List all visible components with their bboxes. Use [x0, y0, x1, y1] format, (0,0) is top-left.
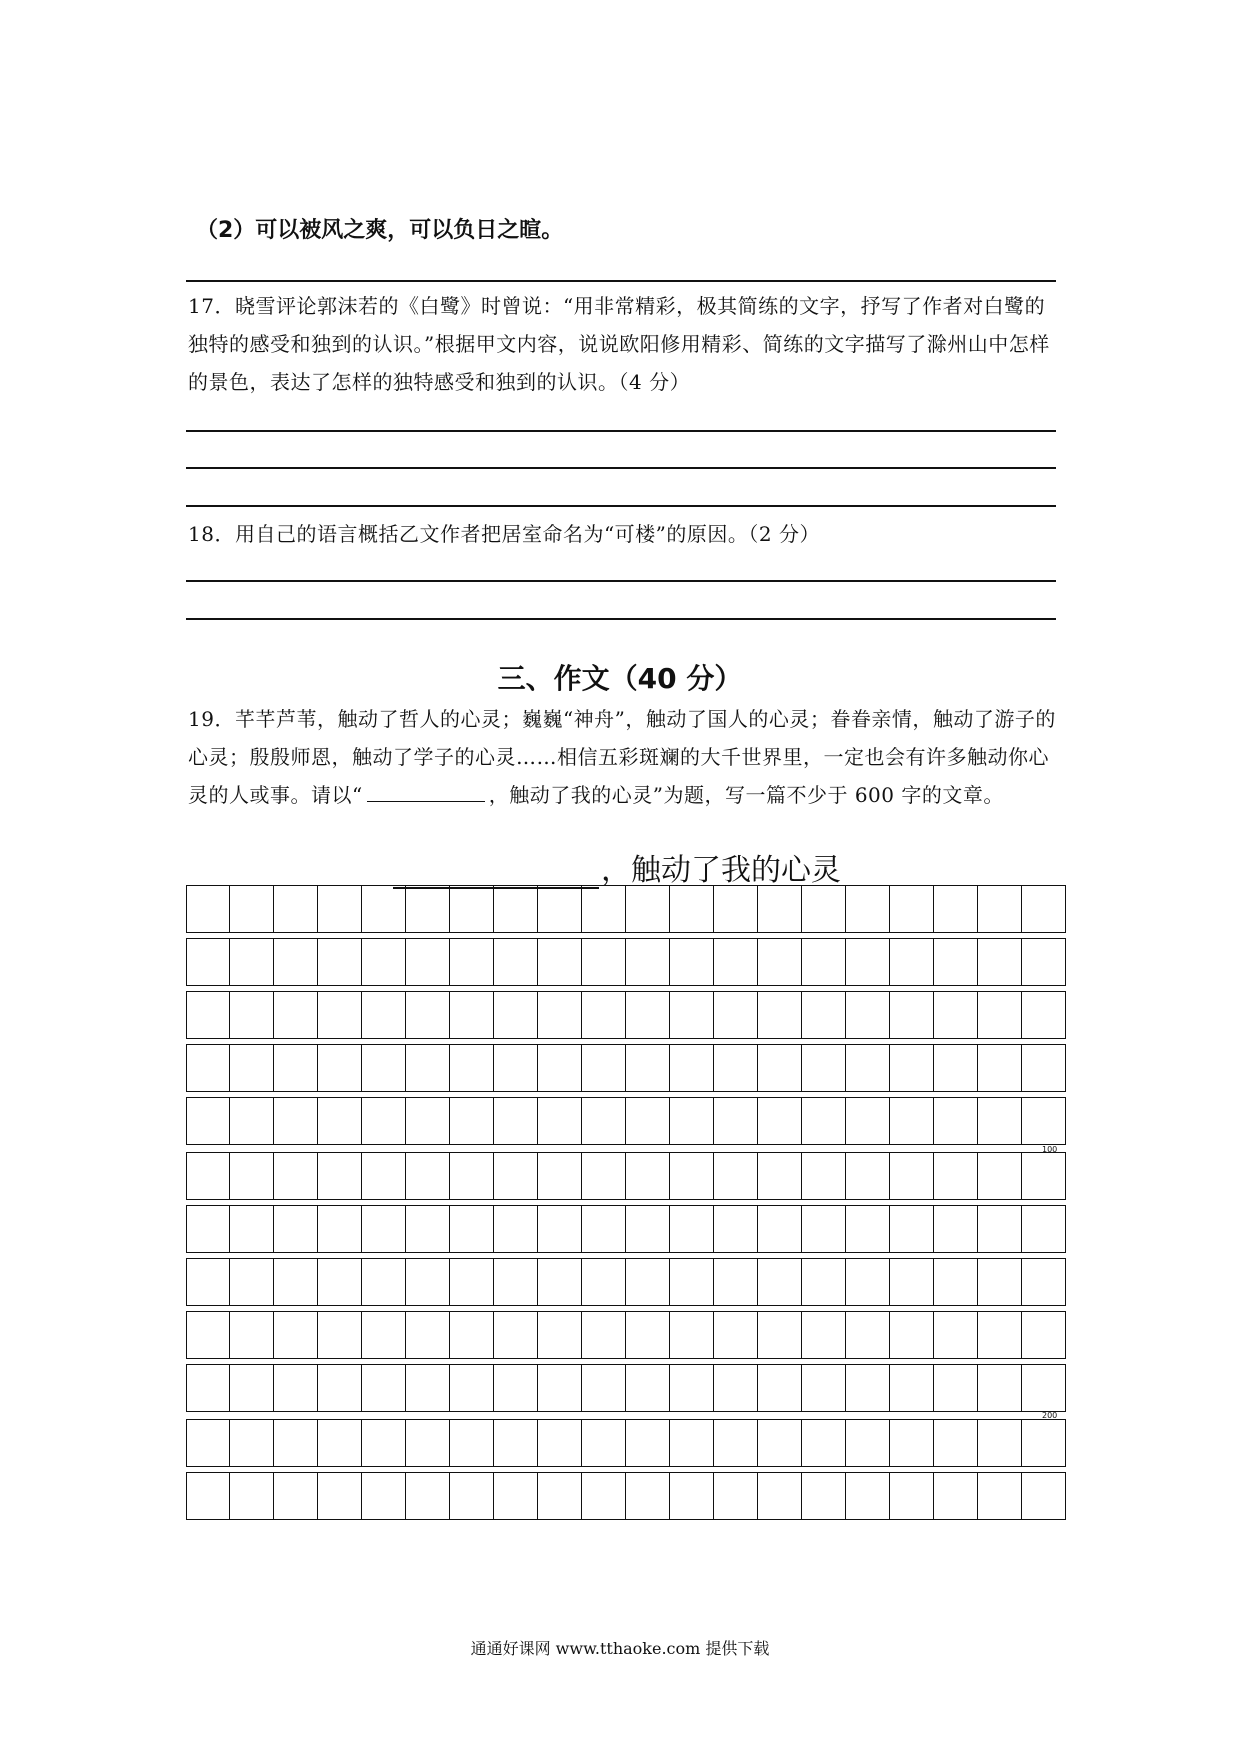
grid-cell[interactable] — [318, 1152, 362, 1200]
grid-cell[interactable] — [406, 1472, 450, 1520]
grid-cell[interactable] — [582, 1258, 626, 1306]
grid-cell[interactable] — [714, 1097, 758, 1145]
grid-cell[interactable] — [714, 938, 758, 986]
grid-cell[interactable] — [846, 1205, 890, 1253]
grid-cell[interactable] — [978, 1364, 1022, 1412]
grid-cell[interactable] — [274, 991, 318, 1039]
grid-cell[interactable] — [890, 885, 934, 933]
grid-cell[interactable] — [538, 1472, 582, 1520]
grid-cell[interactable] — [186, 1258, 230, 1306]
grid-cell[interactable] — [318, 1205, 362, 1253]
grid-cell[interactable] — [846, 1472, 890, 1520]
grid-cell[interactable] — [714, 1364, 758, 1412]
question-19-text-2: ，触动了我的心灵”为题，写一篇不少于 600 字的文章。 — [488, 783, 1004, 807]
grid-cell[interactable] — [1022, 991, 1066, 1039]
grid-cell[interactable] — [186, 1472, 230, 1520]
grid-cell[interactable] — [450, 1044, 494, 1092]
grid-cell[interactable] — [626, 991, 670, 1039]
grid-cell[interactable] — [406, 1258, 450, 1306]
grid-cell[interactable] — [626, 1044, 670, 1092]
title-blank[interactable] — [367, 779, 485, 802]
grid-cell[interactable] — [538, 1419, 582, 1467]
grid-cell[interactable] — [846, 1419, 890, 1467]
grid-cell[interactable] — [450, 1472, 494, 1520]
grid-cell[interactable] — [186, 1152, 230, 1200]
grid-cell[interactable] — [582, 1472, 626, 1520]
grid-cell[interactable] — [230, 1097, 274, 1145]
grid-cell[interactable] — [406, 885, 450, 933]
grid-cell[interactable] — [802, 1311, 846, 1359]
grid-cell[interactable] — [406, 938, 450, 986]
grid-cell[interactable] — [538, 1044, 582, 1092]
grid-cell[interactable] — [582, 1419, 626, 1467]
grid-cell[interactable] — [846, 1364, 890, 1412]
grid-cell[interactable] — [890, 991, 934, 1039]
grid-cell[interactable] — [758, 1472, 802, 1520]
grid-cell[interactable] — [274, 1152, 318, 1200]
grid-cell[interactable] — [186, 885, 230, 933]
grid-cell[interactable] — [230, 1419, 274, 1467]
grid-cell[interactable] — [406, 1044, 450, 1092]
grid-cell[interactable] — [890, 1258, 934, 1306]
grid-cell[interactable] — [538, 1364, 582, 1412]
grid-cell[interactable] — [802, 1258, 846, 1306]
grid-cell[interactable] — [714, 885, 758, 933]
question-19 — [188, 700, 1058, 814]
grid-cell[interactable] — [538, 938, 582, 986]
grid-cell[interactable] — [362, 938, 406, 986]
grid-cell[interactable] — [538, 1205, 582, 1253]
grid-cell[interactable] — [714, 1311, 758, 1359]
grid-cell[interactable] — [230, 1258, 274, 1306]
grid-cell[interactable] — [670, 938, 714, 986]
grid-cell[interactable] — [494, 1472, 538, 1520]
grid-cell[interactable] — [406, 1419, 450, 1467]
grid-cell[interactable] — [406, 1205, 450, 1253]
grid-row — [186, 885, 1066, 933]
grid-cell[interactable] — [670, 1152, 714, 1200]
grid-cell[interactable] — [978, 1044, 1022, 1092]
grid-cell[interactable] — [582, 1311, 626, 1359]
grid-cell[interactable] — [186, 1311, 230, 1359]
grid-cell[interactable] — [1022, 1364, 1066, 1412]
answer-line[interactable] — [186, 618, 1056, 620]
grid-cell[interactable] — [318, 1044, 362, 1092]
grid-cell[interactable] — [186, 1044, 230, 1092]
grid-cell[interactable] — [890, 1419, 934, 1467]
grid-cell[interactable] — [582, 885, 626, 933]
grid-count-mark: 200 — [1042, 1411, 1058, 1420]
answer-line[interactable] — [186, 280, 1056, 282]
grid-cell[interactable] — [758, 1258, 802, 1306]
essay-title-suffix: ，触动了我的心灵 — [601, 853, 841, 888]
grid-cell[interactable] — [362, 1258, 406, 1306]
grid-cell[interactable] — [670, 1419, 714, 1467]
answer-line[interactable] — [186, 580, 1056, 582]
grid-cell[interactable] — [494, 1152, 538, 1200]
grid-cell[interactable] — [494, 1311, 538, 1359]
grid-cell[interactable] — [1022, 1258, 1066, 1306]
grid-cell[interactable] — [1022, 885, 1066, 933]
grid-cell[interactable] — [494, 1258, 538, 1306]
grid-cell[interactable] — [230, 938, 274, 986]
grid-cell[interactable] — [318, 991, 362, 1039]
grid-cell[interactable] — [802, 991, 846, 1039]
grid-cell[interactable] — [626, 1152, 670, 1200]
grid-cell[interactable] — [670, 1311, 714, 1359]
grid-cell[interactable] — [362, 1205, 406, 1253]
grid-cell[interactable] — [890, 1472, 934, 1520]
grid-cell[interactable] — [670, 1097, 714, 1145]
grid-cell[interactable] — [582, 1205, 626, 1253]
question-19-text-1: 19．芊芊芦苇，触动了哲人的心灵；巍巍“神舟”，触动了国人的心灵；眷眷亲情，触动了游子的心灵；殷殷师恩，触动了学子的心灵……相信五彩斑斓的大千世界里，一定也会有许多触动你心灵的人或事。请以“ — [188, 707, 1056, 807]
grid-cell[interactable] — [978, 938, 1022, 986]
grid-cell[interactable] — [318, 1258, 362, 1306]
grid-cell[interactable] — [934, 991, 978, 1039]
grid-cell[interactable] — [714, 1205, 758, 1253]
grid-cell[interactable] — [934, 1311, 978, 1359]
grid-cell[interactable] — [670, 1364, 714, 1412]
grid-cell[interactable] — [978, 1258, 1022, 1306]
grid-cell[interactable] — [1022, 938, 1066, 986]
grid-cell[interactable] — [582, 1152, 626, 1200]
grid-cell[interactable] — [582, 1364, 626, 1412]
grid-cell[interactable] — [450, 1258, 494, 1306]
grid-cell[interactable] — [274, 1472, 318, 1520]
question-18: 18．用自己的语言概括乙文作者把居室命名为“可楼”的原因。（2 分） — [188, 522, 820, 546]
grid-cell[interactable] — [934, 938, 978, 986]
grid-cell[interactable] — [318, 885, 362, 933]
grid-cell[interactable] — [802, 1097, 846, 1145]
grid-cell[interactable] — [274, 885, 318, 933]
grid-cell[interactable] — [934, 885, 978, 933]
grid-cell[interactable] — [406, 1097, 450, 1145]
grid-row — [186, 1364, 1066, 1412]
grid-cell[interactable] — [450, 1419, 494, 1467]
grid-cell[interactable] — [230, 991, 274, 1039]
grid-cell[interactable] — [1022, 1152, 1066, 1200]
grid-cell[interactable] — [626, 1364, 670, 1412]
grid-cell[interactable] — [670, 1044, 714, 1092]
grid-cell[interactable] — [846, 1152, 890, 1200]
grid-cell[interactable] — [934, 1205, 978, 1253]
grid-cell[interactable] — [1022, 1044, 1066, 1092]
grid-cell[interactable] — [186, 938, 230, 986]
grid-cell[interactable] — [934, 1044, 978, 1092]
grid-cell[interactable] — [318, 1472, 362, 1520]
grid-cell[interactable] — [186, 991, 230, 1039]
grid-cell[interactable] — [626, 938, 670, 986]
grid-row — [186, 1152, 1066, 1200]
grid-cell[interactable] — [538, 1152, 582, 1200]
grid-cell[interactable] — [450, 938, 494, 986]
grid-cell[interactable] — [494, 1364, 538, 1412]
grid-cell[interactable] — [582, 938, 626, 986]
grid-cell[interactable] — [582, 1044, 626, 1092]
grid-cell[interactable] — [274, 938, 318, 986]
grid-cell[interactable] — [670, 885, 714, 933]
grid-cell[interactable] — [362, 1311, 406, 1359]
grid-cell[interactable] — [274, 1311, 318, 1359]
grid-cell[interactable] — [362, 1419, 406, 1467]
grid-cell[interactable] — [934, 1152, 978, 1200]
grid-cell[interactable] — [186, 1097, 230, 1145]
grid-cell[interactable] — [230, 1364, 274, 1412]
grid-cell[interactable] — [494, 938, 538, 986]
grid-row — [186, 1311, 1066, 1359]
grid-row — [186, 1097, 1066, 1145]
grid-row — [186, 991, 1066, 1039]
grid-cell[interactable] — [318, 938, 362, 986]
grid-cell[interactable] — [318, 1419, 362, 1467]
grid-cell[interactable] — [758, 938, 802, 986]
grid-cell[interactable] — [450, 1205, 494, 1253]
grid-cell[interactable] — [538, 1097, 582, 1145]
grid-cell[interactable] — [890, 938, 934, 986]
grid-cell[interactable] — [802, 1152, 846, 1200]
grid-cell[interactable] — [450, 1152, 494, 1200]
grid-cell[interactable] — [890, 1364, 934, 1412]
grid-cell[interactable] — [758, 1097, 802, 1145]
grid-cell[interactable] — [846, 1258, 890, 1306]
grid-cell[interactable] — [494, 1419, 538, 1467]
grid-cell[interactable] — [362, 885, 406, 933]
section-title: 三、作文（40 分） — [497, 662, 743, 695]
grid-cell[interactable] — [846, 1097, 890, 1145]
grid-cell[interactable] — [362, 1152, 406, 1200]
grid-cell[interactable] — [582, 1097, 626, 1145]
grid-cell[interactable] — [758, 1419, 802, 1467]
grid-cell[interactable] — [758, 991, 802, 1039]
grid-cell[interactable] — [714, 991, 758, 1039]
grid-cell[interactable] — [582, 991, 626, 1039]
grid-cell[interactable] — [626, 1205, 670, 1253]
grid-cell[interactable] — [230, 1152, 274, 1200]
answer-line[interactable] — [186, 505, 1056, 507]
grid-cell[interactable] — [230, 1311, 274, 1359]
grid-cell[interactable] — [318, 1364, 362, 1412]
grid-cell[interactable] — [978, 1419, 1022, 1467]
grid-cell[interactable] — [230, 1472, 274, 1520]
grid-cell[interactable] — [758, 1152, 802, 1200]
grid-cell[interactable] — [362, 1364, 406, 1412]
grid-row — [186, 1044, 1066, 1092]
grid-cell[interactable] — [362, 1472, 406, 1520]
grid-cell[interactable] — [802, 938, 846, 986]
grid-cell[interactable] — [934, 1364, 978, 1412]
answer-line[interactable] — [186, 430, 1056, 432]
grid-cell[interactable] — [802, 1472, 846, 1520]
grid-cell[interactable] — [362, 1044, 406, 1092]
grid-cell[interactable] — [846, 1311, 890, 1359]
grid-cell[interactable] — [186, 1364, 230, 1412]
grid-cell[interactable] — [1022, 1472, 1066, 1520]
grid-cell[interactable] — [670, 991, 714, 1039]
grid-cell[interactable] — [626, 1097, 670, 1145]
answer-line[interactable] — [186, 467, 1056, 469]
grid-cell[interactable] — [714, 1472, 758, 1520]
grid-cell[interactable] — [494, 1044, 538, 1092]
grid-cell[interactable] — [406, 1152, 450, 1200]
essay-title — [393, 845, 841, 889]
grid-cell[interactable] — [802, 1364, 846, 1412]
grid-cell[interactable] — [1022, 1311, 1066, 1359]
grid-cell[interactable] — [450, 1097, 494, 1145]
grid-cell[interactable] — [846, 938, 890, 986]
grid-cell[interactable] — [1022, 1419, 1066, 1467]
grid-cell[interactable] — [802, 885, 846, 933]
grid-cell[interactable] — [934, 1258, 978, 1306]
grid-cell[interactable] — [626, 1258, 670, 1306]
grid-cell[interactable] — [494, 885, 538, 933]
grid-cell[interactable] — [538, 991, 582, 1039]
grid-cell[interactable] — [1022, 1205, 1066, 1253]
grid-cell[interactable] — [318, 1097, 362, 1145]
grid-cell[interactable] — [978, 1205, 1022, 1253]
grid-cell[interactable] — [890, 1044, 934, 1092]
grid-row — [186, 1472, 1066, 1520]
grid-cell[interactable] — [758, 885, 802, 933]
grid-cell[interactable] — [846, 885, 890, 933]
grid-cell[interactable] — [274, 1419, 318, 1467]
question-16-2: （2）可以被风之爽，可以负日之暄。 — [196, 218, 564, 243]
grid-cell[interactable] — [186, 1419, 230, 1467]
grid-cell[interactable] — [538, 885, 582, 933]
grid-cell[interactable] — [1022, 1097, 1066, 1145]
grid-cell[interactable] — [978, 1311, 1022, 1359]
grid-cell[interactable] — [450, 885, 494, 933]
grid-cell[interactable] — [406, 991, 450, 1039]
grid-cell[interactable] — [274, 1044, 318, 1092]
grid-cell[interactable] — [890, 1205, 934, 1253]
page-footer: 通通好课网 www.tthaoke.com 提供下载 — [470, 1639, 770, 1658]
grid-count-mark: 100 — [1042, 1145, 1058, 1154]
grid-row — [186, 1419, 1066, 1467]
grid-cell[interactable] — [890, 1152, 934, 1200]
grid-cell[interactable] — [758, 1311, 802, 1359]
grid-row — [186, 938, 1066, 986]
grid-cell[interactable] — [890, 1311, 934, 1359]
grid-cell[interactable] — [626, 885, 670, 933]
grid-cell[interactable] — [274, 1364, 318, 1412]
grid-cell[interactable] — [934, 1472, 978, 1520]
grid-cell[interactable] — [670, 1205, 714, 1253]
grid-cell[interactable] — [670, 1258, 714, 1306]
grid-row — [186, 1205, 1066, 1253]
grid-cell[interactable] — [406, 1311, 450, 1359]
grid-cell[interactable] — [362, 1097, 406, 1145]
grid-cell[interactable] — [494, 1097, 538, 1145]
grid-cell[interactable] — [450, 991, 494, 1039]
grid-row — [186, 1258, 1066, 1306]
grid-cell[interactable] — [978, 1152, 1022, 1200]
grid-cell[interactable] — [890, 1097, 934, 1145]
grid-cell[interactable] — [714, 1044, 758, 1092]
grid-cell[interactable] — [450, 1364, 494, 1412]
grid-cell[interactable] — [802, 1205, 846, 1253]
grid-cell[interactable] — [186, 1205, 230, 1253]
grid-cell[interactable] — [802, 1044, 846, 1092]
grid-cell[interactable] — [626, 1419, 670, 1467]
grid-cell[interactable] — [230, 1205, 274, 1253]
grid-cell[interactable] — [758, 1044, 802, 1092]
grid-cell[interactable] — [802, 1419, 846, 1467]
grid-cell[interactable] — [626, 1472, 670, 1520]
grid-cell[interactable] — [714, 1152, 758, 1200]
grid-cell[interactable] — [758, 1205, 802, 1253]
grid-cell[interactable] — [318, 1311, 362, 1359]
grid-cell[interactable] — [274, 1097, 318, 1145]
grid-cell[interactable] — [538, 1311, 582, 1359]
grid-cell[interactable] — [978, 1472, 1022, 1520]
question-17: 17．晓雪评论郭沫若的《白鹭》时曾说：“用非常精彩，极其简练的文字，抒写了作者对白鹭的独特的感受和独到的认识。”根据甲文内容，说说欧阳修用精彩、简练的文字描写了滁州山中怎样的景色，表达了怎样的独特感受和独到的认识。（4 分） — [188, 294, 1050, 394]
grid-cell[interactable] — [846, 991, 890, 1039]
grid-cell[interactable] — [714, 1258, 758, 1306]
grid-cell[interactable] — [846, 1044, 890, 1092]
grid-cell[interactable] — [406, 1364, 450, 1412]
grid-cell[interactable] — [362, 991, 406, 1039]
grid-cell[interactable] — [274, 1258, 318, 1306]
grid-cell[interactable] — [538, 1258, 582, 1306]
grid-cell[interactable] — [274, 1205, 318, 1253]
grid-cell[interactable] — [978, 1097, 1022, 1145]
grid-cell[interactable] — [934, 1419, 978, 1467]
grid-cell[interactable] — [758, 1364, 802, 1412]
grid-cell[interactable] — [978, 991, 1022, 1039]
grid-cell[interactable] — [230, 1044, 274, 1092]
grid-cell[interactable] — [670, 1472, 714, 1520]
grid-cell[interactable] — [934, 1097, 978, 1145]
grid-cell[interactable] — [714, 1419, 758, 1467]
grid-cell[interactable] — [978, 885, 1022, 933]
grid-cell[interactable] — [450, 1311, 494, 1359]
grid-cell[interactable] — [230, 885, 274, 933]
grid-cell[interactable] — [494, 1205, 538, 1253]
grid-cell[interactable] — [626, 1311, 670, 1359]
grid-cell[interactable] — [494, 991, 538, 1039]
